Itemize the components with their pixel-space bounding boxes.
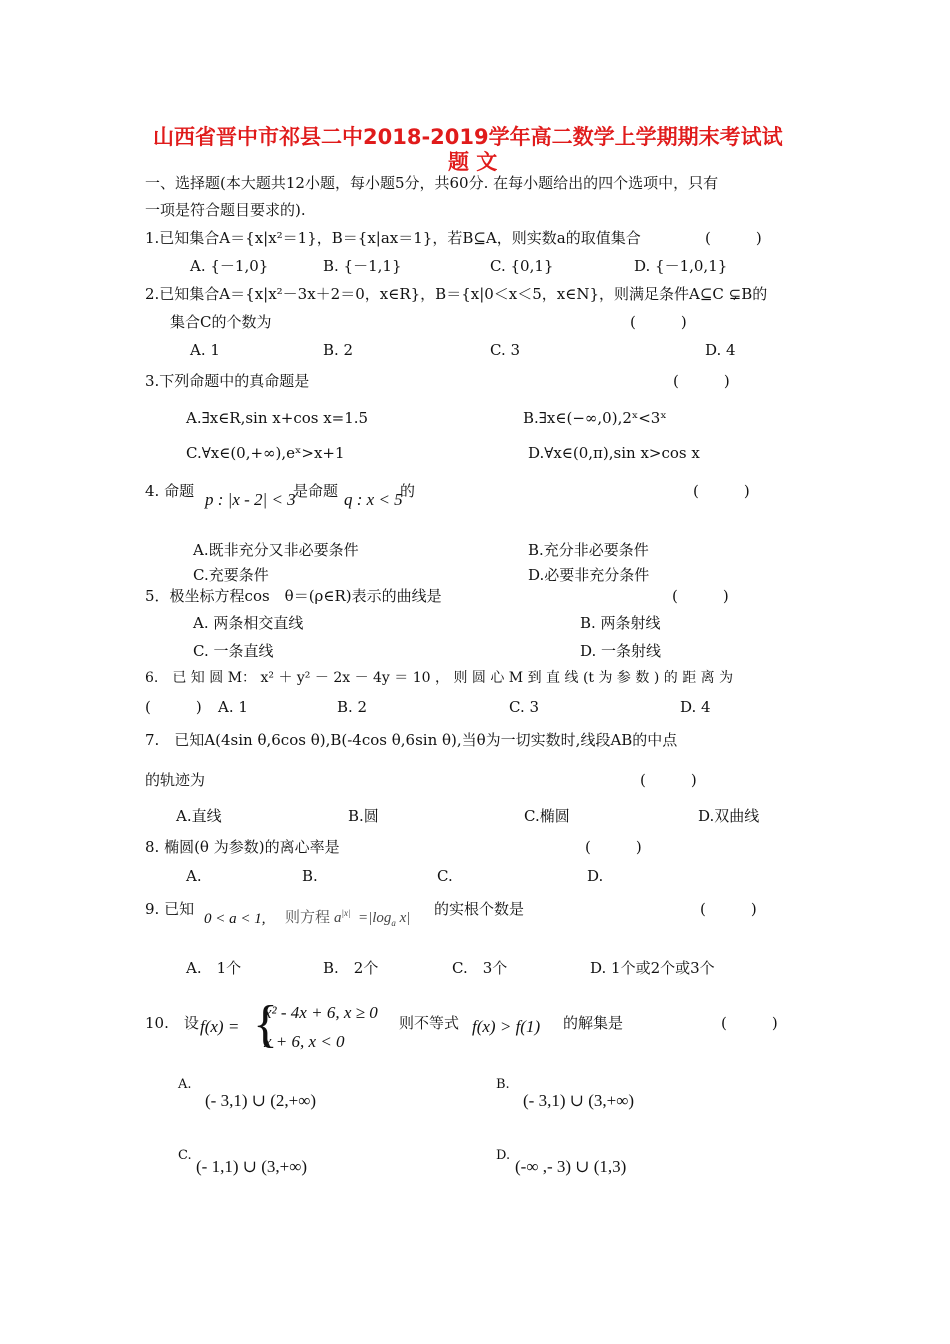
q1-option-b: B. {－1,1} [323, 257, 402, 275]
q4-end-text: 的 [400, 482, 416, 500]
q9-option-d: D. 1个或2个或3个 [590, 959, 715, 977]
q1-option-c: C. {0,1} [490, 257, 554, 275]
q10-case-1: x² - 4x + 6, x ≥ 0 [264, 1003, 378, 1022]
q3-answer-paren: ( ) [673, 372, 730, 390]
q9-option-b: B. 2个 [323, 959, 379, 977]
q4-number: 4. 命题 [145, 482, 195, 500]
q8-answer-paren: ( ) [585, 838, 642, 856]
q7-option-b: B.圆 [348, 807, 379, 825]
q7-stem: 7. 已知A(4sin θ,6cos θ),B(-4cos θ,6sin θ),当θ为一切实数时,线段AB的中点 [145, 731, 678, 749]
q4-answer-paren: ( ) [693, 482, 750, 500]
q2-option-b: B. 2 [323, 341, 354, 359]
q5-stem: 5．极坐标方程cos θ＝(ρ∈R)表示的曲线是 [145, 587, 442, 605]
q9-equation: $a^{|x|} =|\log_a$ x| [334, 908, 411, 928]
q3-option-d: D.∀x∈(0,π),sin x>cos x [528, 444, 700, 462]
q3-option-a: A.∃x∈R,sin x+cos x=1.5 [186, 409, 369, 427]
q10-option-a-value: (- 3,1) ∪ (2,+∞) [205, 1091, 317, 1110]
page-title-line1: 山西省晋中市祁县二中2018-2019学年高二数学上学期期末考试试 [153, 125, 783, 149]
q8-option-d: D. [587, 867, 604, 885]
q2-answer-paren: ( ) [630, 313, 687, 331]
q10-option-a-label: A. [178, 1077, 192, 1092]
q10-option-b-value: (- 3,1) ∪ (3,+∞) [523, 1091, 635, 1110]
q4-option-b: B.充分非必要条件 [528, 541, 649, 559]
q10-brace: { [253, 996, 278, 1053]
q7-answer-paren: ( ) [640, 771, 697, 789]
q6-answer-paren: ( ) [145, 698, 202, 716]
q9-answer-paren: ( ) [700, 900, 757, 918]
q6-option-a: A. 1 [218, 698, 248, 716]
q10-option-c-value: (- 1,1) ∪ (3,+∞) [196, 1157, 308, 1176]
q7-option-a: A.直线 [176, 807, 222, 825]
q8-option-c: C. [437, 867, 453, 885]
q5-option-d: D. 一条射线 [580, 642, 662, 660]
q10-end-text: 的解集是 [563, 1014, 624, 1032]
q10-mid-text: 则不等式 [399, 1014, 460, 1032]
q10-option-d-value: (-∞ ,- 3) ∪ (1,3) [515, 1157, 627, 1176]
q6-option-d: D. 4 [680, 698, 711, 716]
q2-option-a: A. 1 [190, 341, 220, 359]
q6-stem: 6. 已 知 圆 M： x² ＋ y² － 2x － 4y ＝ 10 ， 则 圆 心 M 到 直 线 (t 为 参 数 ) 的 距 离 为 [145, 670, 734, 686]
q5-option-a: A. 两条相交直线 [193, 614, 304, 632]
q9-number: 9. 已知 [145, 900, 195, 918]
q1-option-d: D. {－1,0,1} [634, 257, 728, 275]
q10-answer-paren: ( ) [721, 1014, 778, 1032]
q4-proposition-p: p : |x - 2| < 3 [205, 490, 296, 509]
q7-stem-cont: 的轨迹为 [145, 771, 206, 789]
q3-option-c: C.∀x∈(0,+∞),eˣ>x+1 [186, 444, 345, 462]
q5-answer-paren: ( ) [672, 587, 729, 605]
q10-option-b-label: B. [496, 1077, 510, 1092]
q2-stem: 2.已知集合A＝{x|x²－3x＋2＝0，x∈R}，B＝{x|0＜x＜5，x∈N}，则满足条件A⊆C ⊊B的 [145, 285, 768, 303]
q10-inequality: f(x) > f(1) [472, 1017, 541, 1036]
q6-option-c: C. 3 [509, 698, 540, 716]
q6-option-b: B. 2 [337, 698, 368, 716]
q1-stem: 1.已知集合A＝{x|x²＝1}，B＝{x|ax＝1}，若B⊆A，则实数a的取值集合 [145, 229, 641, 247]
q7-option-c: C.椭圆 [524, 807, 570, 825]
q10-option-d-label: D. [496, 1148, 511, 1163]
q1-answer-paren: ( ) [705, 229, 762, 247]
q9-option-c: C. 3个 [452, 959, 508, 977]
q9-equation-text: 则方程 [285, 908, 331, 926]
q9-end-text: 的实根个数是 [434, 900, 525, 918]
q9-condition: 0 < a < 1, [204, 911, 266, 927]
q8-stem: 8. 椭圆(θ 为参数)的离心率是 [145, 838, 340, 856]
q4-mid-text: 是命题 [293, 482, 339, 500]
q5-option-b: B. 两条射线 [580, 614, 661, 632]
q2-stem-cont: 集合C的个数为 [170, 313, 272, 331]
q2-option-d: D. 4 [705, 341, 736, 359]
q9-option-a: A. 1个 [186, 959, 242, 977]
q8-option-b: B. [302, 867, 318, 885]
q2-option-c: C. 3 [490, 341, 521, 359]
q4-proposition-q: q : x < 5 [344, 490, 403, 509]
q5-option-c: C. 一条直线 [193, 642, 274, 660]
q4-option-d: D.必要非充分条件 [528, 566, 650, 584]
q4-option-c: C.充要条件 [193, 566, 269, 584]
section-instructions: 一、选择题(本大题共12小题，每小题5分，共60分. 在每小题给出的四个选项中，只有 [145, 174, 719, 192]
q3-option-b: B.∃x∈(−∞,0),2ˣ<3ˣ [523, 409, 667, 427]
q10-case-2: x + 6, x < 0 [264, 1032, 345, 1051]
q4-option-a: A.既非充分又非必要条件 [193, 541, 359, 559]
q1-option-a: A. {－1,0} [190, 257, 269, 275]
page-title-line2: 题 文 [448, 150, 498, 174]
q3-stem: 3.下列命题中的真命题是 [145, 372, 310, 390]
q10-option-c-label: C. [178, 1148, 192, 1163]
q8-option-a: A. [186, 867, 202, 885]
section-instructions-cont: 一项是符合题目要求的). [145, 201, 306, 219]
q7-option-d: D.双曲线 [698, 807, 760, 825]
q10-number: 10. 设 [145, 1014, 199, 1032]
q10-function: f(x) = [200, 1017, 240, 1036]
